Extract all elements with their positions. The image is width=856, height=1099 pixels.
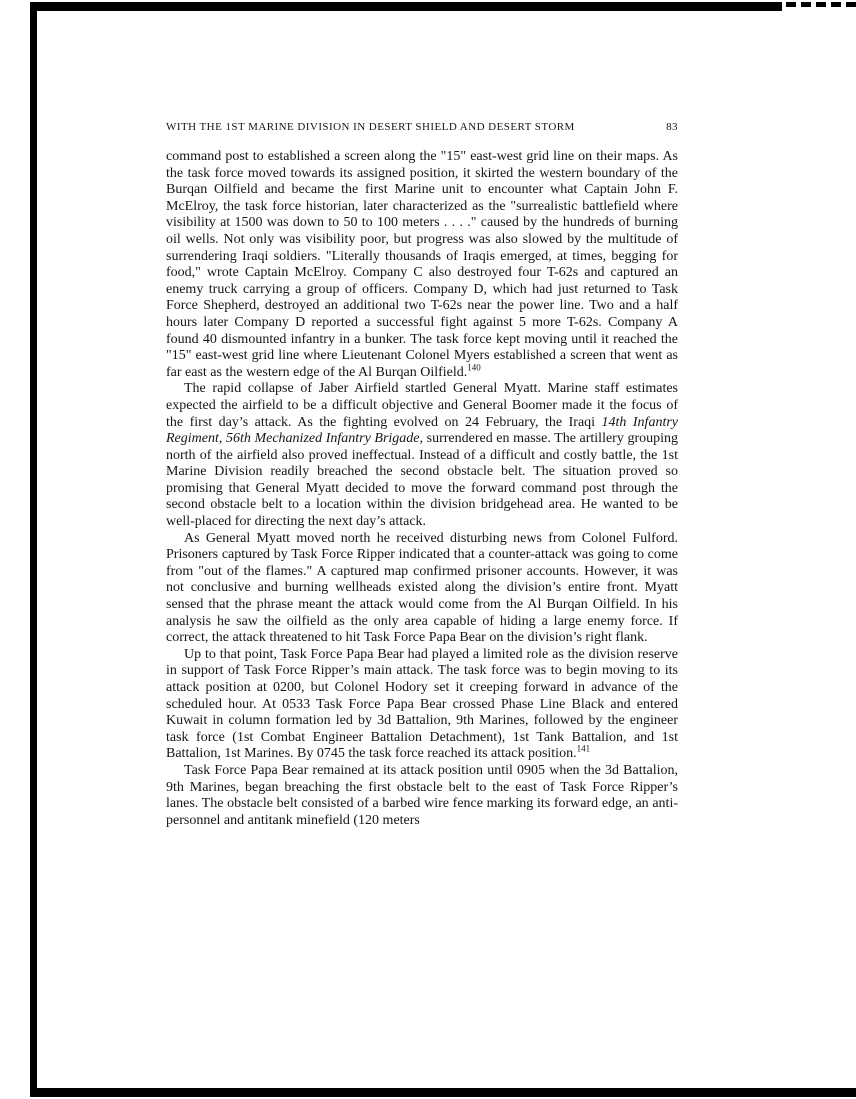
paragraph: The rapid collapse of Jaber Airfield startled General Myatt. Marine staff estimates expected the airfield to be a difficult objective and General Boomer made it the focus of the first day’s attack. As the fighting evolved on 24 February, the Iraqi 14th Infantry Regiment, 56th Mechanized Infantry Brigade, surrendered en masse. The artillery grouping north of the airfield also proved ineffectual. Instead of a difficult and costly battle, the 1st Marine Division readily breached the second obstacle belt. The situation proved so promising that General Myatt decided to move the forward command post through the second obstacle belt to a location within the division bridgehead area. He wanted to be well-placed for directing the next day’s attack.	[166, 381, 679, 530]
text-block	[166, 149, 678, 829]
page-number: 83	[666, 121, 678, 133]
scan-artifact-bottom-bar	[30, 1088, 856, 1097]
paragraph: command post to established a screen along the "15" east-west grid line on their maps. As the task force moved towards its assigned position, it skirted the western boundary of the Burqan Oilfield and became the first Marine unit to encounter what Captain John F. McElroy, the task force historian, later characterized as the "surrealistic battlefield where visibility at 1500 was down to 50 to 100 meters . . . ." caused by the hundreds of burning oil wells. Not only was visibility poor, but progress was also slowed by the multitude of surrendering Iraqi soldiers. "Literally thousands of Iraqis emerged, at times, begging for food," wrote Captain McElroy. Company C also destroyed four T-62s and captured an enemy truck carrying a group of officers. Company D, which had just returned to Task Force Shepherd, destroyed an additional two T-62s near the power line. Two and a half hours later Company D reported a successful fight against 5 more T-62s. Company A found 40 dismounted infantry in a bunker. The task force kept moving until it reached the "15" east-west grid line where Lieutenant Colonel Myers established a screen that went as far east as the western edge of the Al Burqan Oilfield.$^{140}$	[166, 149, 678, 380]
paragraph: As General Myatt moved north he received disturbing news from Colonel Fulford. Prisoners captured by Task Force Ripper indicated that a counter-attack was going to come from "out of the flames." A captured map confirmed prisoner accounts. However, it was not conclusive and burning wellheads existed along the division’s entire front. Myatt sensed that the phrase meant the attack would come from the Al Burqan Oilfield. In his analysis he saw the oilfield as the only area capable of hiding a large enemy force. If correct, the attack threatened to hit Task Force Papa Bear on the division’s right flank.	[166, 530, 678, 646]
scan-artifact-top-bar	[30, 2, 782, 11]
scan-artifact-top-dashes	[786, 2, 856, 7]
running-head-title: WITH THE 1ST MARINE DIVISION IN DESERT SHIELD AND DESERT STORM	[166, 121, 575, 133]
footnote-marker: 140	[467, 362, 481, 373]
paragraph: Task Force Papa Bear remained at its attack position until 0905 when the 3d Battalion, 9th Marines, began breaching the first obstacle belt to the east of Task Force Ripper’s lanes. The obstacle belt consisted of a barbed wire fence marking its forward edge, an anti-personnel and antitank minefield (120 meters	[166, 762, 678, 828]
page-content	[166, 121, 678, 829]
footnote-marker: 141	[576, 743, 591, 754]
paragraph: Up to that point, Task Force Papa Bear had played a limited role as the division reserve in support of Task Force Ripper’s main attack. The task force was to begin moving to its attack position at 0200, but Colonel Hodory set it creeping forward in advance of the scheduled hour. At 0533 Task Force Papa Bear crossed Phase Line Black and entered Kuwait in column formation led by 3d Battalion, 9th Marines, followed by the engineer task force (1st Combat Engineer Battalion Detachment), 1st Tank Battalion, and 1st Battalion, 1st Marines. By 0745 the task force reached its attack position.$^{141}$	[166, 646, 678, 762]
page-header	[166, 121, 678, 133]
scan-artifact-left-bar	[30, 2, 37, 1097]
